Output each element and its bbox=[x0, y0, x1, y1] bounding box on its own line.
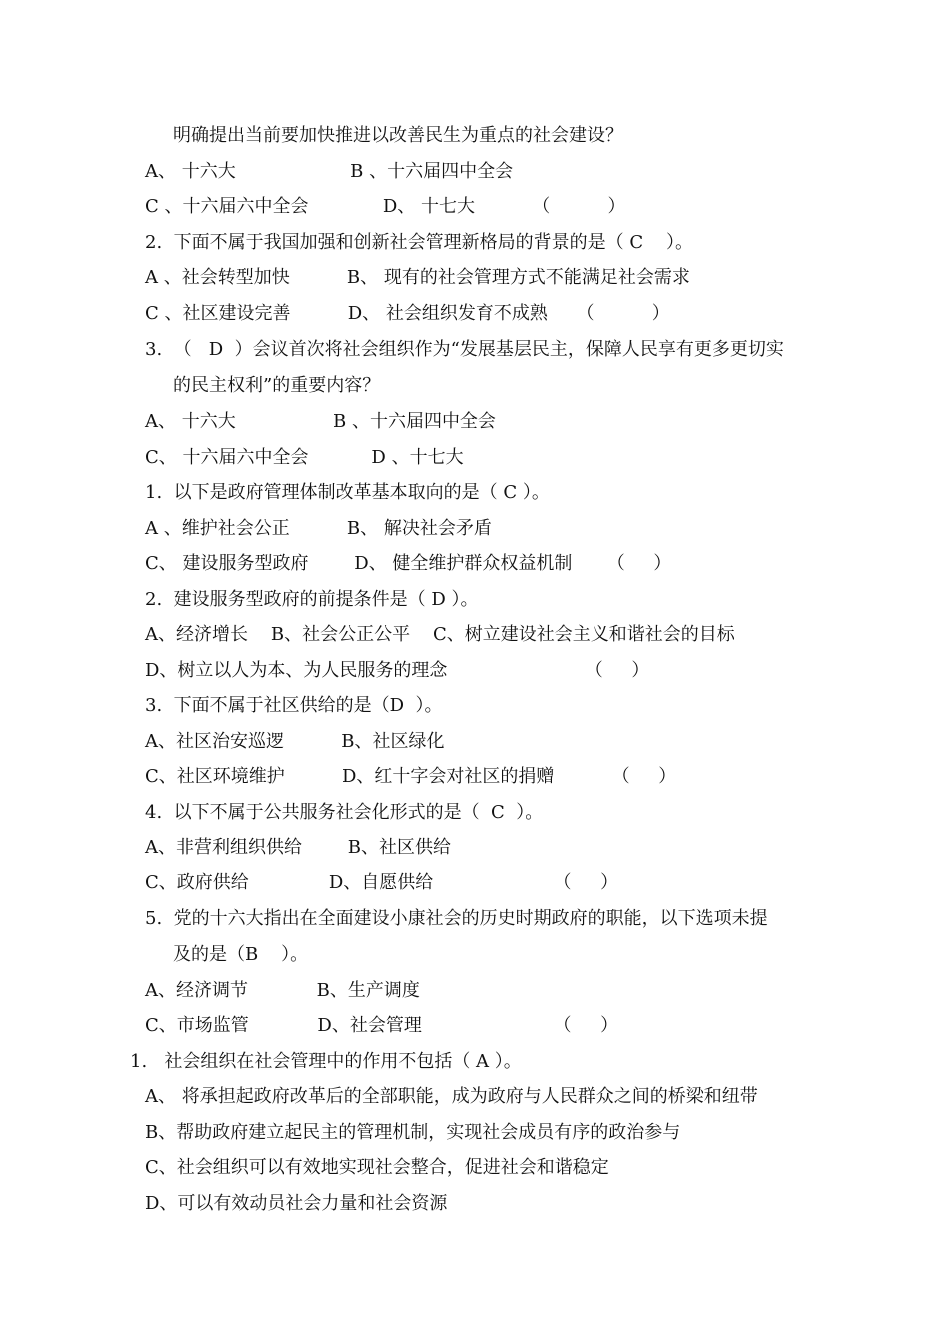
options-line: D、可以有效动员社会力量和社会资源 bbox=[145, 1193, 448, 1214]
options-line: C 、十六届六中全会 D、 十七大 （ ） bbox=[145, 196, 626, 217]
question-line: 4. 以下不属于公共服务社会化形式的是（ C ）。 bbox=[145, 802, 544, 823]
question-line: 2. 下面不属于我国加强和创新社会管理新格局的背景的是（ C ）。 bbox=[145, 232, 693, 253]
options-line: C 、社区建设完善 D、 社会组织发育不成熟 （ ） bbox=[145, 303, 670, 324]
question-line: 3. （ D ）会议首次将社会组织作为“发展基层民主，保障人民享有更多更切实 bbox=[145, 339, 784, 360]
options-line: C、政府供给 D、自愿供给 （ ） bbox=[145, 872, 619, 893]
options-line: A、经济增长 B、社会公正公平 C、树立建设社会主义和谐社会的目标 bbox=[145, 624, 735, 645]
options-line: A、社区治安巡逻 B、社区绿化 bbox=[145, 731, 445, 752]
options-line: A、 将承担起政府改革后的全部职能，成为政府与人民群众之间的桥梁和纽带 bbox=[145, 1086, 758, 1107]
options-line: A 、维护社会公正 B、 解决社会矛盾 bbox=[145, 518, 492, 539]
options-line: C、社会组织可以有效地实现社会整合，促进社会和谐稳定 bbox=[145, 1157, 609, 1178]
options-line: A 、社会转型加快 B、 现有的社会管理方式不能满足社会需求 bbox=[145, 267, 690, 288]
options-line: C、市场监管 D、社会管理 （ ） bbox=[145, 1015, 619, 1036]
question-continuation: 的民主权利”的重要内容？ bbox=[173, 375, 381, 396]
options-line: B、帮助政府建立起民主的管理机制，实现社会成员有序的政治参与 bbox=[145, 1122, 681, 1143]
options-line: A、 十六大 B 、十六届四中全会 bbox=[145, 161, 514, 182]
question-line: 1. 以下是政府管理体制改革基本取向的是（ C ）。 bbox=[145, 482, 550, 503]
options-line: A、 十六大 B 、十六届四中全会 bbox=[145, 411, 496, 432]
question-continuation: 及的是（B ）。 bbox=[173, 944, 309, 965]
options-line: D、树立以人为本、为人民服务的理念 （ ） bbox=[145, 660, 650, 681]
question-line: 3. 下面不属于社区供给的是（D ）。 bbox=[145, 695, 443, 716]
question-continuation: 明确提出当前要加快推进以改善民生为重点的社会建设？ bbox=[173, 125, 623, 146]
options-line: C、 十六届六中全会 D 、十七大 bbox=[145, 447, 464, 468]
question-line: 5. 党的十六大指出在全面建设小康社会的历史时期政府的职能，以下选项未提 bbox=[145, 908, 768, 929]
question-line: 2. 建设服务型政府的前提条件是（ D ）。 bbox=[145, 589, 479, 610]
options-line: A、非营利组织供给 B、社区供给 bbox=[145, 837, 451, 858]
options-line: C、社区环境维护 D、红十字会对社区的捐赠 （ ） bbox=[145, 766, 677, 787]
options-line: C、 建设服务型政府 D、 健全维护群众权益机制 （ ） bbox=[145, 553, 672, 574]
question-line: 1. 社会组织在社会管理中的作用不包括（ A ）。 bbox=[130, 1051, 522, 1072]
options-line: A、经济调节 B、生产调度 bbox=[145, 980, 420, 1001]
